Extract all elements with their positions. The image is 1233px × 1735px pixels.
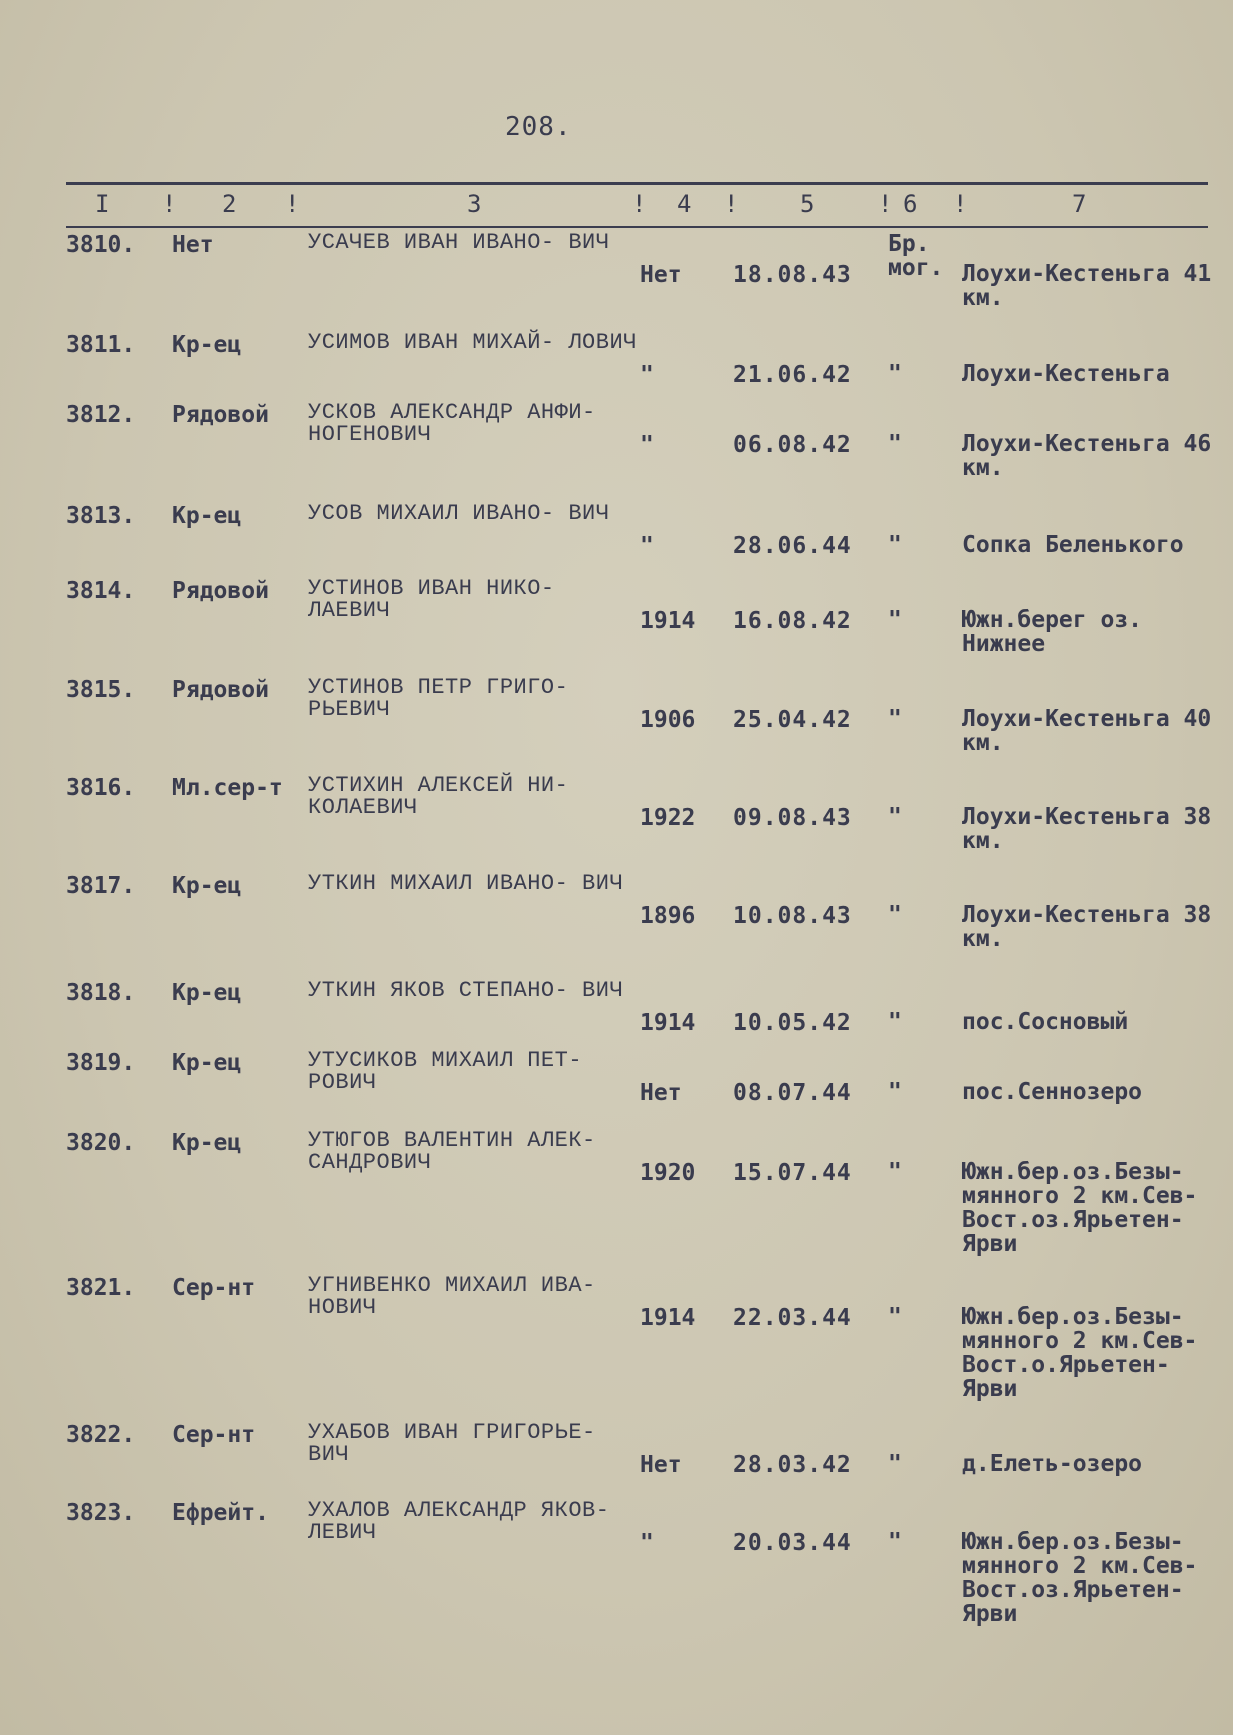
burial-place: Лоухи-Кестеньга 46 км. [962, 431, 1212, 481]
rank: Кр-ец [172, 980, 242, 1006]
full-name: УТКИН ЯКОВ СТЕПАНО- ВИЧ [308, 978, 624, 1003]
rank: Мл.сер-т [172, 775, 283, 801]
table-header [0, 190, 1233, 222]
birth-year: " [640, 432, 654, 458]
full-name: УСАЧЕВ ИВАН ИВАНО- ВИЧ [308, 230, 610, 255]
death-date: 28.06.44 [733, 533, 852, 559]
death-date: 10.08.43 [733, 903, 852, 929]
death-date: 21.06.42 [733, 362, 852, 388]
full-name: УСКОВ АЛЕКСАНДР АНФИ- НОГЕНОВИЧ [308, 400, 596, 447]
grave-type: " [888, 1079, 902, 1105]
rank: Рядовой [172, 578, 269, 604]
birth-year: Нет [640, 262, 682, 288]
rank: Рядовой [172, 402, 269, 428]
grave-type: " [888, 1159, 902, 1185]
rank: Нет [172, 232, 214, 258]
table-top-rule [66, 182, 1208, 185]
table-header-rule [66, 226, 1208, 228]
birth-year: 1914 [640, 1010, 696, 1036]
record-number: 3819. [66, 1050, 136, 1076]
record-number: 3814. [66, 578, 136, 604]
burial-place: Южн.бер.оз.Безы- мянного 2 км.Сев- Вост.о.Ярьетен- Ярви [962, 1304, 1198, 1402]
full-name: УТЮГОВ ВАЛЕНТИН АЛЕК- САНДРОВИЧ [308, 1128, 596, 1175]
burial-place: Южн.бер.оз.Безы- мянного 2 км.Сев- Вост.оз.Ярьетен- Ярви [962, 1159, 1198, 1257]
burial-place: Лоухи-Кестеньга 38 км. [962, 804, 1212, 854]
record-number: 3813. [66, 503, 136, 529]
death-date: 16.08.42 [733, 608, 852, 634]
burial-place: Лоухи-Кестеньга [962, 361, 1170, 387]
header-col-4: 4 [677, 190, 692, 218]
grave-type: " [888, 1529, 902, 1555]
header-col-6: 6 [903, 190, 918, 218]
header-sep-4: ! [724, 190, 739, 218]
grave-type: " [888, 902, 902, 928]
record-number: 3811. [66, 332, 136, 358]
rank: Ефрейт. [172, 1500, 269, 1526]
death-date: 25.04.42 [733, 707, 852, 733]
death-date: 06.08.42 [733, 432, 852, 458]
burial-place: д.Елеть-озеро [962, 1451, 1143, 1477]
header-sep-3: ! [632, 190, 647, 218]
grave-type: " [888, 431, 902, 457]
full-name: УСОВ МИХАИЛ ИВАНО- ВИЧ [308, 501, 610, 526]
grave-type: " [888, 1009, 902, 1035]
record-number: 3820. [66, 1130, 136, 1156]
death-date: 28.03.42 [733, 1452, 852, 1478]
grave-type: " [888, 1304, 902, 1330]
grave-type: " [888, 532, 902, 558]
burial-place: Лоухи-Кестеньга 41 км. [962, 261, 1212, 311]
burial-place: Южн.бер.оз.Безы- мянного 2 км.Сев- Вост.оз.Ярьетен- Ярви [962, 1529, 1198, 1627]
record-number: 3821. [66, 1275, 136, 1301]
full-name: УТКИН МИХАИЛ ИВАНО- ВИЧ [308, 871, 624, 896]
death-date: 22.03.44 [733, 1305, 852, 1331]
rank: Сер-нт [172, 1275, 256, 1301]
burial-place: Лоухи-Кестеньга 38 км. [962, 902, 1212, 952]
death-date: 15.07.44 [733, 1160, 852, 1186]
header-sep-6: ! [953, 190, 968, 218]
header-col-7: 7 [1072, 190, 1087, 218]
birth-year: 1914 [640, 1305, 696, 1331]
header-col-2: 2 [222, 190, 237, 218]
header-sep-2: ! [285, 190, 300, 218]
birth-year: 1906 [640, 707, 696, 733]
grave-type: " [888, 361, 902, 387]
birth-year: 1914 [640, 608, 696, 634]
rank: Кр-ец [172, 873, 242, 899]
birth-year: Нет [640, 1452, 682, 1478]
death-date: 10.05.42 [733, 1010, 852, 1036]
full-name: УХАБОВ ИВАН ГРИГОРЬЕ- ВИЧ [308, 1420, 596, 1467]
rank: Кр-ец [172, 503, 242, 529]
burial-place: пос.Сосновый [962, 1009, 1129, 1035]
birth-year: " [640, 533, 654, 559]
death-date: 08.07.44 [733, 1080, 852, 1106]
header-col-1: I [95, 190, 110, 218]
birth-year: 1922 [640, 805, 696, 831]
record-number: 3823. [66, 1500, 136, 1526]
full-name: УГНИВЕНКО МИХАИЛ ИВА- НОВИЧ [308, 1273, 596, 1320]
burial-place: Южн.берег оз. Нижнее [962, 607, 1143, 657]
grave-type: " [888, 804, 902, 830]
page-number: 208. [505, 112, 572, 142]
grave-type: Бр. мог. [888, 231, 944, 281]
birth-year: " [640, 1530, 654, 1556]
birth-year: 1896 [640, 903, 696, 929]
full-name: УСТИНОВ ИВАН НИКО- ЛАЕВИЧ [308, 576, 555, 623]
grave-type: " [888, 706, 902, 732]
birth-year: 1920 [640, 1160, 696, 1186]
rank: Сер-нт [172, 1422, 256, 1448]
death-date: 09.08.43 [733, 805, 852, 831]
death-date: 18.08.43 [733, 262, 852, 288]
header-sep-1: ! [162, 190, 177, 218]
full-name: УСИМОВ ИВАН МИХАЙ- ЛОВИЧ [308, 330, 637, 355]
header-sep-5: ! [878, 190, 893, 218]
rank: Рядовой [172, 677, 269, 703]
birth-year: " [640, 362, 654, 388]
death-date: 20.03.44 [733, 1530, 852, 1556]
burial-place: Лоухи-Кестеньга 40 км. [962, 706, 1212, 756]
rank: Кр-ец [172, 1130, 242, 1156]
record-number: 3810. [66, 232, 136, 258]
birth-year: Нет [640, 1080, 682, 1106]
grave-type: " [888, 1451, 902, 1477]
full-name: УТУСИКОВ МИХАИЛ ПЕТ- РОВИЧ [308, 1048, 583, 1095]
record-number: 3815. [66, 677, 136, 703]
header-col-5: 5 [800, 190, 815, 218]
full-name: УСТИХИН АЛЕКСЕЙ НИ- КОЛАЕВИЧ [308, 773, 569, 820]
full-name: УСТИНОВ ПЕТР ГРИГО- РЬЕВИЧ [308, 675, 569, 722]
burial-place: пос.Сеннозеро [962, 1079, 1143, 1105]
full-name: УХАЛОВ АЛЕКСАНДР ЯКОВ- ЛЕВИЧ [308, 1498, 610, 1545]
record-number: 3816. [66, 775, 136, 801]
record-number: 3817. [66, 873, 136, 899]
rank: Кр-ец [172, 1050, 242, 1076]
grave-type: " [888, 607, 902, 633]
header-col-3: 3 [467, 190, 482, 218]
record-number: 3812. [66, 402, 136, 428]
record-number: 3818. [66, 980, 136, 1006]
rank: Кр-ец [172, 332, 242, 358]
burial-place: Сопка Беленького [962, 532, 1184, 558]
record-number: 3822. [66, 1422, 136, 1448]
